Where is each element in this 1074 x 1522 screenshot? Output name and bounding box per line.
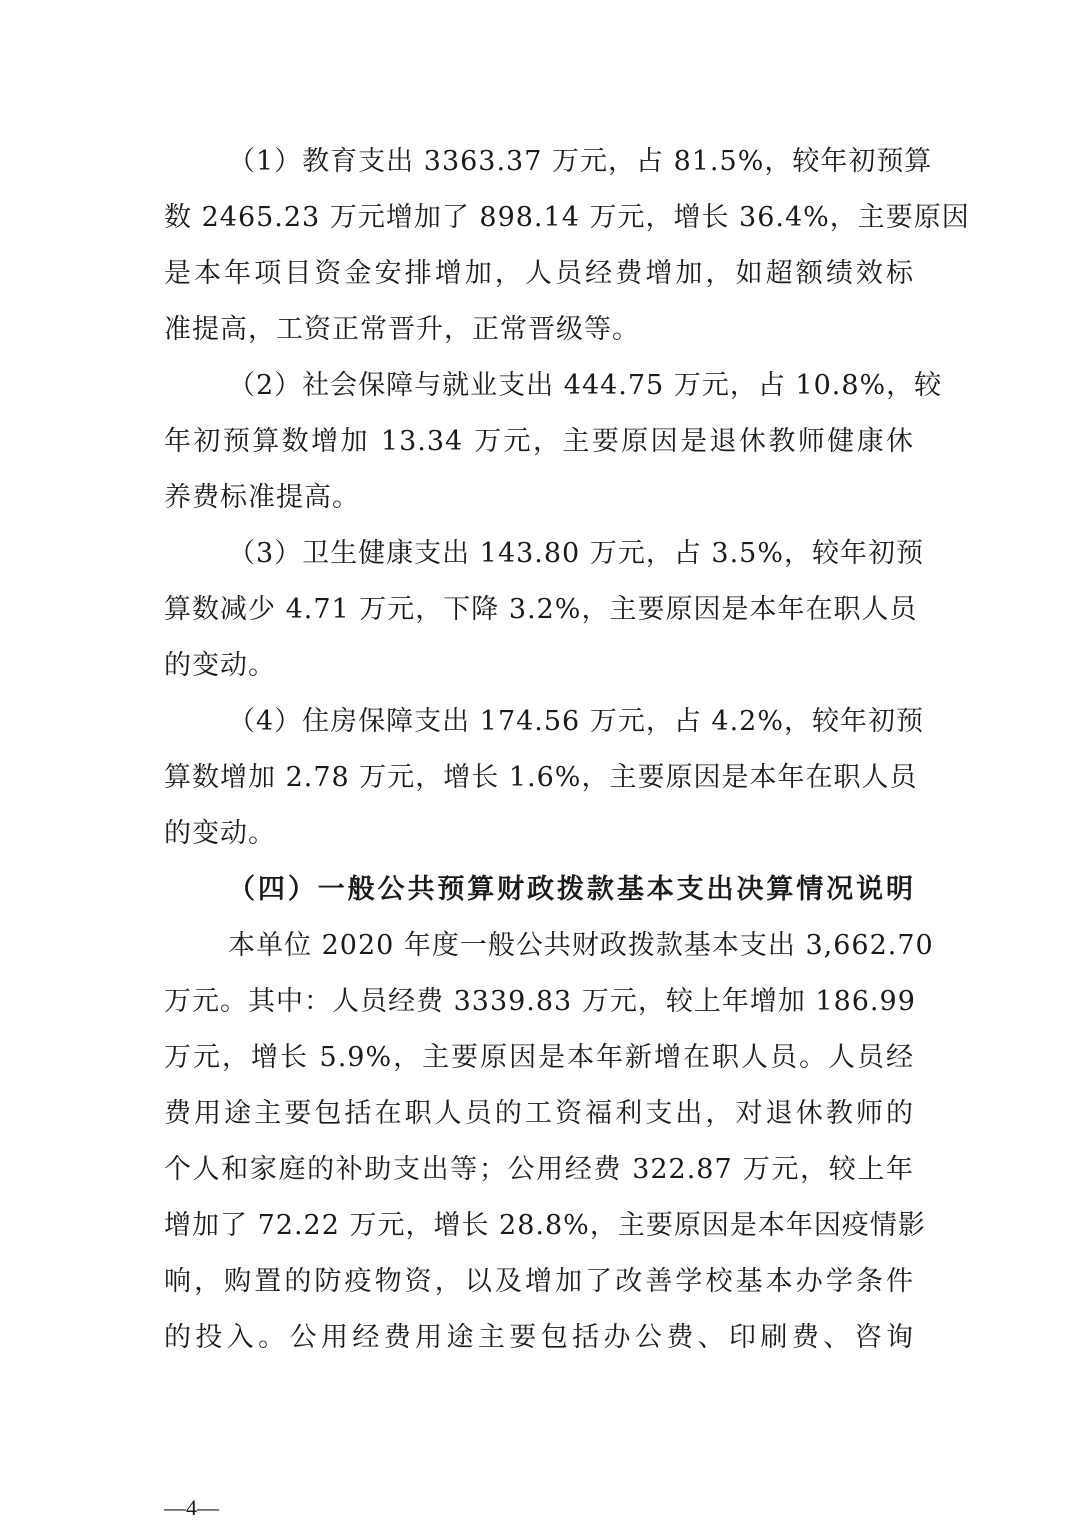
- paragraph-4-line-3: 的变动。: [164, 818, 276, 849]
- paragraph-3-line-3: 的变动。: [164, 650, 276, 681]
- paragraph-1-line-1: （1）教育支出 3363.37 万元，占 81.5%，较年初预算: [228, 146, 933, 177]
- paragraph-4-line-1: （4）住房保障支出 174.56 万元，占 4.2%，较年初预: [228, 706, 924, 737]
- page-number: —4—: [164, 1495, 219, 1520]
- section-paragraph-line-8: 的投入。公用经费用途主要包括办公费、印刷费、咨询: [164, 1322, 914, 1353]
- paragraph-2-line-2: 年初预算数增加 13.34 万元，主要原因是退休教师健康休: [164, 426, 914, 457]
- section-heading: （四）一般公共预算财政拨款基本支出决算情况说明: [228, 874, 914, 905]
- paragraph-2-line-3: 养费标准提高。: [164, 482, 360, 513]
- section-paragraph-line-2: 万元。其中：人员经费 3339.83 万元，较上年增加 186.99: [164, 986, 916, 1017]
- section-paragraph-line-4: 费用途主要包括在职人员的工资福利支出，对退休教师的: [164, 1098, 914, 1129]
- paragraph-3-line-2: 算数减少 4.71 万元，下降 3.2%，主要原因是本年在职人员: [164, 594, 918, 625]
- paragraph-1-line-2: 数 2465.23 万元增加了 898.14 万元，增长 36.4%，主要原因: [164, 202, 970, 233]
- paragraph-1-line-3: 是本年项目资金安排增加，人员经费增加，如超额绩效标: [164, 258, 914, 289]
- section-paragraph-line-1: 本单位 2020 年度一般公共财政拨款基本支出 3,662.70: [228, 930, 934, 961]
- paragraph-3-line-1: （3）卫生健康支出 143.80 万元，占 3.5%，较年初预: [228, 538, 924, 569]
- paragraph-1-line-4: 准提高，工资正常晋升，正常晋级等。: [164, 314, 640, 345]
- paragraph-2-line-1: （2）社会保障与就业支出 444.75 万元，占 10.8%，较: [228, 370, 943, 401]
- section-paragraph-line-6: 增加了 72.22 万元，增长 28.8%，主要原因是本年因疫情影: [164, 1210, 926, 1241]
- section-paragraph-line-7: 响，购置的防疫物资，以及增加了改善学校基本办学条件: [164, 1266, 914, 1297]
- paragraph-4-line-2: 算数增加 2.78 万元，增长 1.6%，主要原因是本年在职人员: [164, 762, 918, 793]
- section-paragraph-line-5: 个人和家庭的补助支出等；公用经费 322.87 万元，较上年: [164, 1154, 914, 1185]
- section-paragraph-line-3: 万元，增长 5.9%，主要原因是本年新增在职人员。人员经: [164, 1042, 914, 1073]
